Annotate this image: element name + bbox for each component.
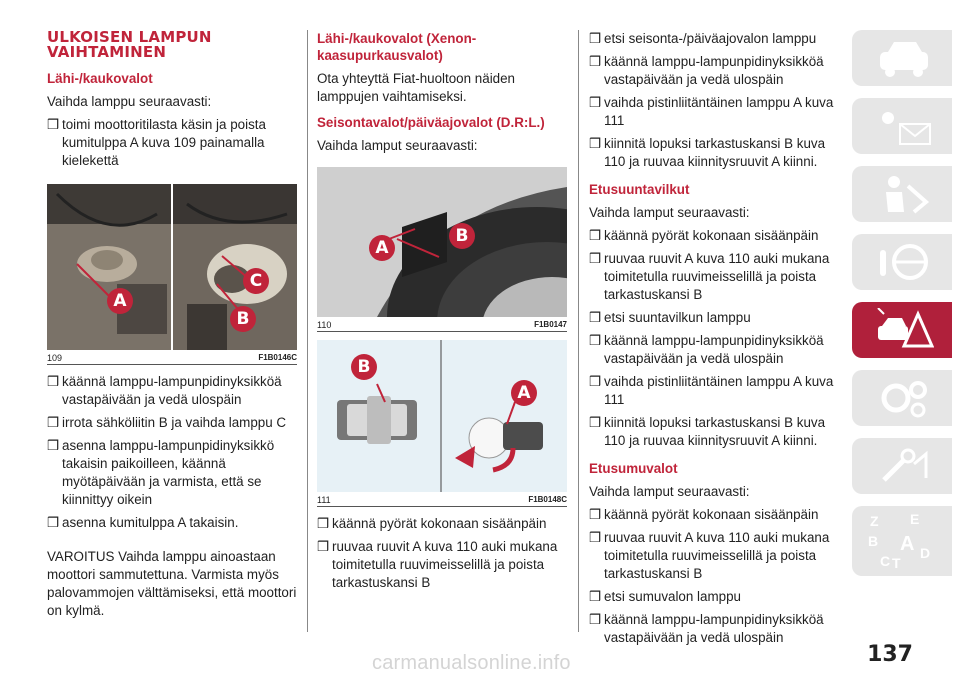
list-item-text: asenna kumitulppa A takaisin. — [62, 515, 239, 530]
list-item — [589, 135, 841, 171]
watermark: carmanualsonline.info — [372, 652, 571, 674]
airbag-seat-icon — [874, 172, 934, 216]
index-letter: E — [910, 511, 920, 527]
checkbox-bullet-icon: ❒ — [47, 515, 60, 530]
index-letter: B — [868, 533, 879, 549]
list-item-text: asenna lamppu-lampunpidinyksikkö takaisin paikoilleen, käännä myötäpäivään ja varmista, että se kiinnittyy oikein — [62, 438, 275, 507]
column-divider — [578, 30, 579, 632]
figure-number: 109 — [47, 353, 63, 363]
technical-data-icon — [874, 444, 934, 488]
list-item — [317, 538, 567, 592]
checkbox-bullet-icon: ❒ — [589, 612, 602, 627]
list-item — [589, 250, 841, 304]
figure-code: F1B0148C — [528, 495, 567, 504]
tab-driving[interactable] — [852, 234, 952, 290]
list-item — [589, 611, 841, 647]
checkbox-bullet-icon: ❒ — [589, 415, 602, 430]
checkbox-bullet-icon: ❒ — [589, 95, 602, 110]
list-item — [47, 414, 297, 432]
list-item — [47, 373, 297, 409]
tab-car[interactable] — [852, 30, 952, 86]
callout-label: A — [511, 380, 537, 406]
list-item — [589, 309, 841, 327]
section-text: Ota yhteyttä Fiat-huoltoon näiden lamppujen vaihtamiseksi. — [317, 71, 516, 104]
list-item — [47, 514, 297, 532]
list-item — [589, 529, 841, 583]
callout-label: C — [243, 268, 269, 294]
list-item-text: vaihda pistinliitäntäinen lamppu A kuva 111 — [604, 95, 834, 128]
checkbox-bullet-icon: ❒ — [589, 333, 602, 348]
checkbox-bullet-icon: ❒ — [589, 228, 602, 243]
tab-index[interactable] — [852, 506, 952, 576]
figure-111 — [317, 340, 567, 507]
list-item — [589, 373, 841, 409]
gears-maintenance-icon — [874, 376, 934, 420]
list-item-text: ruuvaa ruuvit A kuva 110 auki mukana toimitetulla ruuvimeisselillä ja poista tarkastuskansi B — [332, 539, 558, 590]
chapter-title: ULKOISEN LAMPUN VAIHTAMINEN — [47, 28, 212, 61]
list-item-text: käännä lamppu-lampunpidinyksikköä vastapäivään ja vedä ulospäin — [604, 54, 824, 87]
section-title-xenon: Lähi-/kaukovalot (Xenon-kaasupurkausvalot) — [317, 31, 477, 63]
list-item-text: käännä lamppu-lampunpidinyksikköä vastapäivään ja vedä ulospäin — [62, 374, 282, 407]
section-intro: Vaihda lamput seuraavasti: — [589, 484, 750, 499]
list-item-text: käännä pyörät kokonaan sisäänpäin — [604, 228, 819, 243]
column-divider — [307, 30, 308, 632]
figure-code: F1B0146C — [258, 353, 297, 362]
checkbox-bullet-icon: ❒ — [589, 310, 602, 325]
list-item — [589, 506, 841, 524]
checkbox-bullet-icon: ❒ — [47, 117, 60, 132]
list-item — [47, 116, 297, 170]
section-title-turn-signals: Etusuuntavilkut — [589, 182, 690, 197]
list-item — [589, 30, 841, 48]
steering-wheel-icon — [874, 240, 934, 284]
index-letter: D — [920, 545, 931, 561]
index-letter: C — [880, 553, 891, 569]
checkbox-bullet-icon: ❒ — [589, 374, 602, 389]
list-item-text: kiinnitä lopuksi tarkastuskansi B kuva 110 ja ruuvaa kiinnitysruuvit A kiinni. — [604, 415, 826, 448]
figure-110 — [317, 167, 567, 332]
callout-label: A — [369, 235, 395, 261]
checkbox-bullet-icon: ❒ — [589, 507, 602, 522]
checkbox-bullet-icon: ❒ — [47, 438, 60, 453]
figure-code: F1B0147 — [534, 320, 567, 329]
list-item-text: etsi seisonta-/päiväajovalon lamppu — [604, 31, 817, 46]
figure-caption — [317, 317, 567, 331]
figure-109 — [47, 184, 297, 365]
list-item-text: etsi suuntavilkun lamppu — [604, 310, 751, 325]
column-2 — [317, 30, 567, 592]
tab-emergency[interactable] — [852, 302, 952, 358]
list-item — [589, 332, 841, 368]
section-title-drl: Seisontavalot/päiväajovalot (D.R:L.) — [317, 115, 545, 130]
tab-maintenance[interactable] — [852, 370, 952, 426]
tab-safety[interactable] — [852, 166, 952, 222]
checkbox-bullet-icon: ❒ — [47, 415, 60, 430]
warning-text: VAROITUS Vaihda lamppu ainoastaan moottori sammutettuna. Varmista myös palovammojen välttämiseksi, että moottori on kylmä. — [47, 549, 297, 618]
section-title-fog-lights: Etusumuvalot — [589, 461, 678, 476]
list-item-text: vaihda pistinliitäntäinen lamppu A kuva 111 — [604, 374, 834, 407]
car-icon — [874, 36, 934, 80]
checkbox-bullet-icon: ❒ — [317, 539, 330, 554]
figure-number: 110 — [317, 320, 332, 330]
column-1 — [47, 30, 297, 625]
callout-label: B — [230, 306, 256, 332]
figure-caption — [317, 492, 567, 506]
list-item-text: toimi moottoritilasta käsin ja poista kumitulppa A kuva 109 painamalla kielekettä — [62, 117, 266, 168]
checkbox-bullet-icon: ❒ — [589, 54, 602, 69]
list-item — [589, 227, 841, 245]
list-item-text: ruuvaa ruuvit A kuva 110 auki mukana toimitetulla ruuvimeisselillä ja poista tarkastuskansi B — [604, 251, 830, 302]
index-letter: T — [892, 555, 901, 571]
engine-bay-photo — [47, 184, 297, 350]
tab-technical-data[interactable] — [852, 438, 952, 494]
list-item-text: käännä pyörät kokonaan sisäänpäin — [604, 507, 819, 522]
list-item — [589, 588, 841, 606]
section-intro: Vaihda lamput seuraavasti: — [589, 205, 750, 220]
figure-number: 111 — [317, 495, 331, 505]
checkbox-bullet-icon: ❒ — [589, 530, 602, 545]
index-letter: Z — [870, 513, 879, 529]
callout-label: A — [107, 288, 133, 314]
wheel-arch-photo — [317, 167, 567, 317]
checkbox-bullet-icon: ❒ — [589, 136, 602, 151]
checkbox-bullet-icon: ❒ — [589, 31, 602, 46]
list-item — [317, 515, 567, 533]
list-item — [589, 414, 841, 450]
tab-dashboard-lights[interactable] — [852, 98, 952, 154]
callout-label: B — [351, 354, 377, 380]
callout-label: B — [449, 223, 475, 249]
page-number: 137 — [867, 642, 913, 667]
section-intro: Vaihda lamppu seuraavasti: — [47, 94, 212, 109]
column-3 — [589, 30, 841, 647]
figure-caption — [47, 350, 297, 364]
section-intro: Vaihda lamput seuraavasti: — [317, 138, 478, 153]
index-letter: A — [900, 533, 915, 555]
checkbox-bullet-icon: ❒ — [589, 589, 602, 604]
checkbox-bullet-icon: ❒ — [47, 374, 60, 389]
alphabetical-index-icon — [866, 510, 936, 572]
list-item-text: käännä lamppu-lampunpidinyksikköä vastapäivään ja vedä ulospäin — [604, 333, 824, 366]
list-item-text: ruuvaa ruuvit A kuva 110 auki mukana toimitetulla ruuvimeisselillä ja poista tarkastuskansi B — [604, 530, 830, 581]
list-item — [589, 94, 841, 130]
list-item-text: kiinnitä lopuksi tarkastuskansi B kuva 110 ja ruuvaa kiinnitysruuvit A kiinni. — [604, 136, 826, 169]
list-item — [47, 437, 297, 509]
list-item-text: käännä pyörät kokonaan sisäänpäin — [332, 516, 547, 531]
dashboard-lights-icon — [874, 104, 934, 148]
list-item-text: käännä lamppu-lampunpidinyksikköä vastapäivään ja vedä ulospäin — [604, 612, 824, 645]
checkbox-bullet-icon: ❒ — [317, 516, 330, 531]
checkbox-bullet-icon: ❒ — [589, 251, 602, 266]
list-item-text: etsi sumuvalon lamppu — [604, 589, 741, 604]
list-item — [589, 53, 841, 89]
list-item-text: irrota sähköliitin B ja vaihda lamppu C — [62, 415, 287, 430]
breakdown-warning-icon — [874, 308, 934, 352]
section-title-low-high-beam: Lähi-/kaukovalot — [47, 71, 153, 86]
